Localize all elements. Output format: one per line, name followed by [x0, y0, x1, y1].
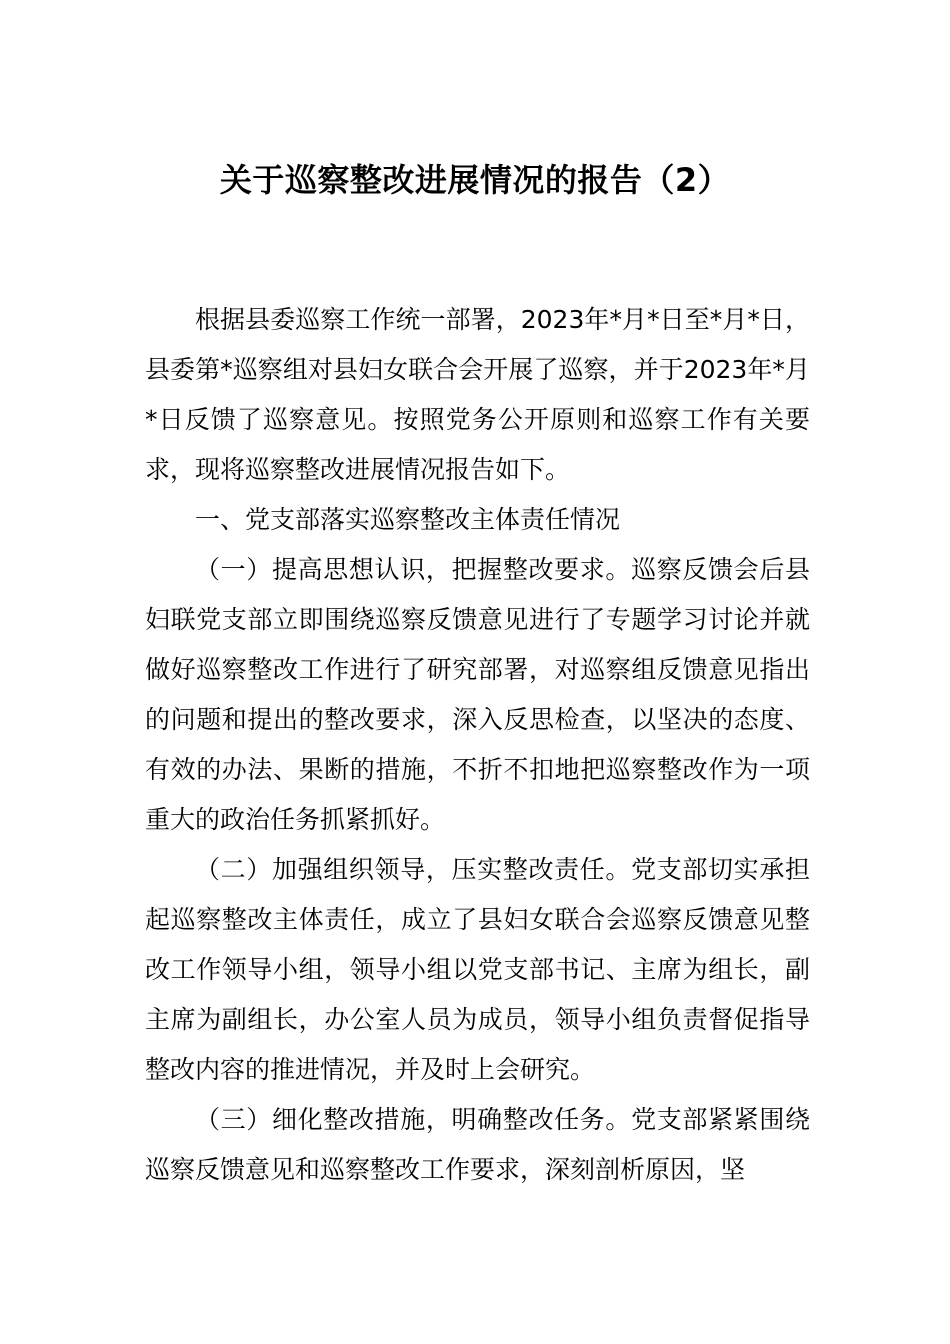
paragraph-intro: 根据县委巡察工作统一部署，2023年*月*日至*月*日，县委第*巡察组对县妇女联合会开展了巡察，并于2023年*月*日反馈了巡察意见。按照党务公开原则和巡察工作有关要求，现将巡察整改进展情况报告如下。	[145, 305, 810, 484]
document-title: 关于巡察整改进展情况的报告（2）	[219, 161, 731, 199]
document-body	[145, 295, 810, 1195]
section-heading-1: 一、党支部落实巡察整改主体责任情况	[195, 505, 621, 534]
paragraph-item-2: （二）加强组织领导，压实整改责任。党支部切实承担起巡察整改主体责任，成立了县妇女联合会巡察反馈意见整改工作领导小组，领导小组以党支部书记、主席为组长，副主席为副组长，办公室人员为成员，领导小组负责督促指导整改内容的推进情况，并及时上会研究。	[145, 855, 810, 1084]
paragraph-item-1: （一）提高思想认识，把握整改要求。巡察反馈会后县妇联党支部立即围绕巡察反馈意见进行了专题学习讨论并就做好巡察整改工作进行了研究部署，对巡察组反馈意见指出的问题和提出的整改要求，深入反思检查，以坚决的态度、有效的办法、果断的措施，不折不扣地把巡察整改作为一项重大的政治任务抓紧抓好。	[145, 555, 810, 834]
paragraph-item-3: （三）细化整改措施，明确整改任务。党支部紧紧围绕巡察反馈意见和巡察整改工作要求，深刻剖析原因，坚	[145, 1105, 810, 1184]
